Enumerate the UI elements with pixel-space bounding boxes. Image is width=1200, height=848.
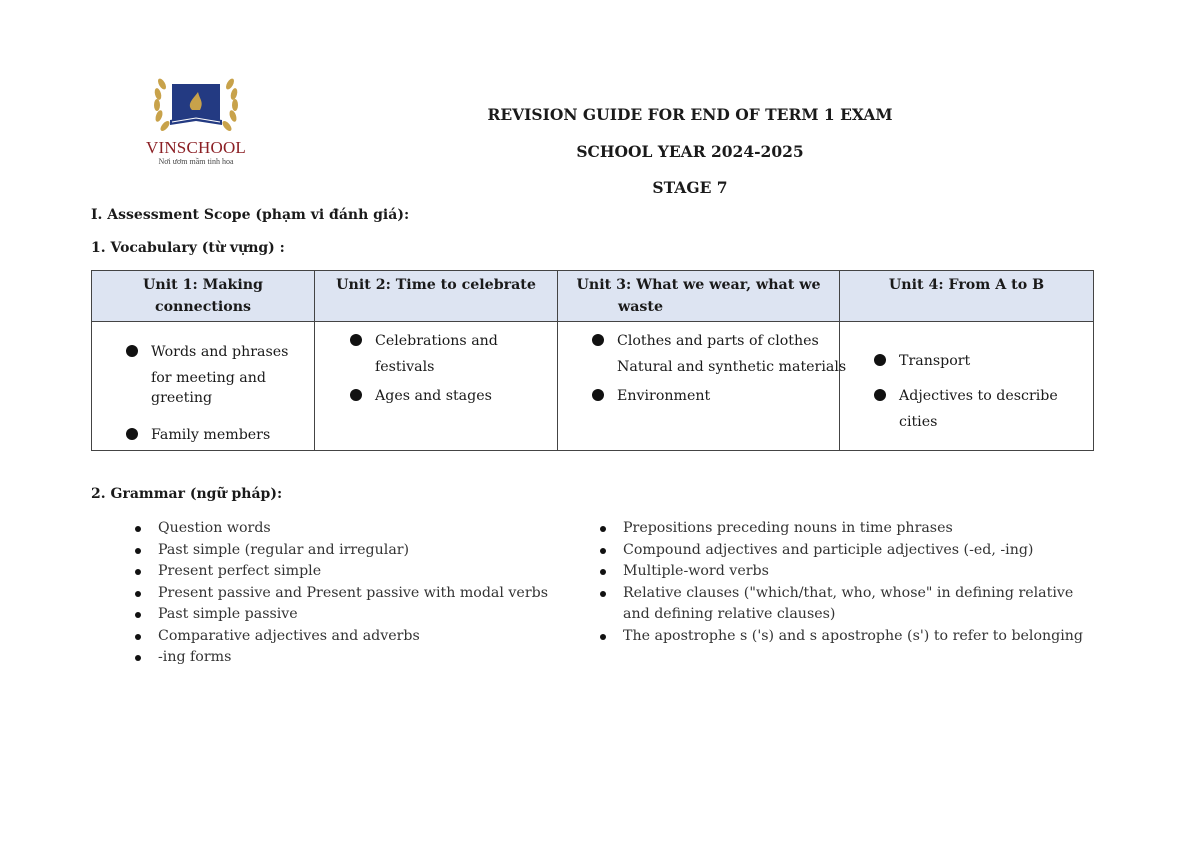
list-item (597, 540, 1083, 562)
bullet-icon (135, 548, 141, 554)
unit-1-vocab-cell (92, 322, 315, 451)
bullet-icon (135, 634, 141, 640)
unit-4-header (840, 271, 1094, 322)
bullet-icon (135, 569, 141, 575)
grammar-heading: 2. Grammar (ngữ pháp): (91, 486, 283, 502)
list-item (132, 604, 548, 626)
list-item-text: Compound adjectives and participle adjectives (-ed, -ing) (623, 541, 1034, 558)
list-item-text: and defining relative clauses) (623, 606, 836, 622)
list-item-text: Past simple passive (158, 606, 298, 622)
list-item-text: Celebrations and (375, 333, 498, 349)
list-item-text: Multiple-word verbs (623, 563, 769, 579)
list-item (597, 626, 1083, 648)
vocabulary-table (91, 270, 1094, 451)
list-item (132, 561, 548, 583)
bullet-icon (874, 389, 886, 401)
list-item (597, 518, 1083, 540)
unit-3-title-line: Unit 3: What we wear, what we (576, 277, 821, 293)
logo-wordmark: VINSCHOOL (145, 138, 247, 157)
list-item-text: Relative clauses ("which/that, who, whose" in defining relative (623, 584, 1074, 601)
list-item-text: Past simple (regular and irregular) (158, 541, 410, 558)
grammar-list-left (132, 518, 548, 669)
bullet-icon (600, 591, 606, 597)
list-item-text: Natural and synthetic materials (617, 359, 847, 375)
bullet-icon (350, 389, 362, 401)
unit-3-vocab-cell (558, 322, 847, 451)
bullet-icon (600, 526, 606, 532)
vocabulary-heading: 1. Vocabulary (từ vựng) : (91, 240, 285, 256)
unit-1-title-line: Unit 1: Making (143, 277, 263, 293)
list-item-text: cities (899, 414, 938, 430)
unit-3-header (558, 271, 840, 322)
list-item-text: Ages and stages (375, 388, 492, 404)
unit-1-title-line: connections (154, 299, 252, 315)
list-item (132, 518, 548, 540)
list-item-text: Transport (899, 353, 971, 369)
unit-2-vocab-cell (315, 322, 558, 451)
unit-3-title-line: waste (618, 299, 663, 315)
table-header-row (92, 271, 1094, 322)
bullet-icon (874, 354, 886, 366)
unit-4-vocab-cell (840, 322, 1094, 451)
bullet-icon (600, 569, 606, 575)
logo-tagline: Nơi ươm mầm tinh hoa (158, 157, 234, 166)
grammar-list-right (597, 518, 1083, 647)
list-item-text: Present passive and Present passive with modal verbs (158, 584, 548, 601)
unit-4-title: Unit 4: From A to B (888, 277, 1045, 293)
list-item-text: greeting (151, 390, 213, 406)
unit-1-header (92, 271, 315, 322)
list-item-text: Words and phrases (151, 344, 289, 360)
school-year: SCHOOL YEAR 2024-2025 (576, 142, 804, 161)
list-item-text: Family members (151, 427, 271, 443)
list-item-text: Comparative adjectives and adverbs (158, 627, 420, 644)
table-content-row (92, 322, 1094, 451)
list-item (597, 561, 1083, 583)
list-item-text: Question words (158, 520, 271, 536)
assessment-scope-heading: I. Assessment Scope (phạm vi đánh giá): (91, 207, 410, 223)
vinschool-logo (134, 70, 258, 168)
bullet-icon (126, 345, 138, 357)
list-item-text: Prepositions preceding nouns in time phrases (623, 520, 953, 536)
stage-label: STAGE 7 (652, 178, 728, 197)
bullet-icon (135, 526, 141, 532)
list-item-text: Clothes and parts of clothes (617, 333, 819, 349)
list-item-text: The apostrophe s ('s) and s apostrophe (s') to refer to belonging (623, 627, 1083, 644)
bullet-icon (126, 428, 138, 440)
bullet-icon (592, 334, 604, 346)
list-item (132, 583, 548, 605)
bullet-icon (135, 655, 141, 661)
unit-2-title: Unit 2: Time to celebrate (336, 277, 536, 293)
bullet-icon (600, 548, 606, 554)
list-item-text: Environment (617, 388, 711, 404)
list-item-text: festivals (375, 359, 435, 375)
document-title: REVISION GUIDE FOR END OF TERM 1 EXAM (487, 105, 893, 124)
list-item-text: Adjectives to describe (899, 388, 1058, 404)
list-item-text: Present perfect simple (158, 563, 322, 579)
bullet-icon (135, 612, 141, 618)
list-item (132, 540, 548, 562)
list-item (132, 626, 548, 648)
list-item (597, 583, 1083, 626)
list-item (132, 647, 548, 669)
unit-2-header (315, 271, 558, 322)
bullet-icon (600, 634, 606, 640)
bullet-icon (592, 389, 604, 401)
list-item-text: -ing forms (158, 649, 232, 665)
bullet-icon (135, 591, 141, 597)
bullet-icon (350, 334, 362, 346)
list-item-text: for meeting and (151, 370, 266, 386)
laurel-book-emblem-icon (134, 70, 258, 140)
